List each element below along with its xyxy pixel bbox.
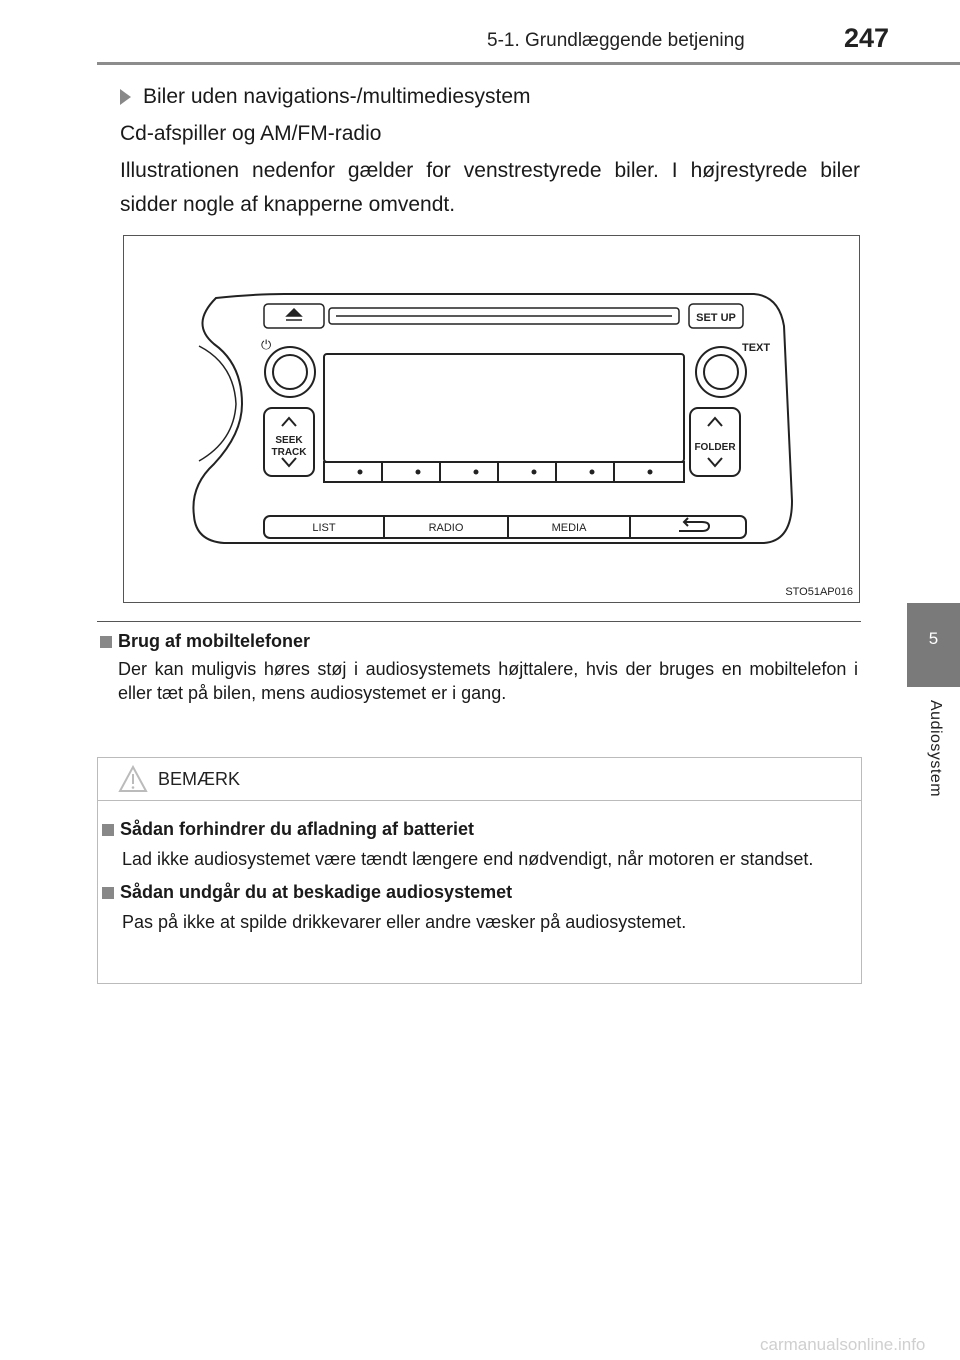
square-bullet-icon <box>102 887 114 899</box>
audio-unit-illustration <box>124 236 859 602</box>
notice-item-damage <box>102 882 847 935</box>
notice-header <box>98 758 861 801</box>
notice-heading: BEMÆRK <box>158 768 241 789</box>
power-icon: ⏻ <box>261 338 272 353</box>
setup-label: SET UP <box>696 312 736 324</box>
preset-6-dot <box>648 470 653 475</box>
preset-4-dot <box>532 470 537 475</box>
preset-1-dot <box>358 470 363 475</box>
notice-item-battery <box>102 819 847 872</box>
radio-label: RADIO <box>428 522 464 534</box>
intro-paragraph: Illustrationen nedenfor gælder for venstrestyrede biler. I højrestyrede biler sidder nogle af knapperne omvendt. <box>120 159 860 216</box>
notice-item-heading <box>102 819 847 840</box>
section-rule <box>97 621 861 622</box>
intro-block <box>120 80 860 222</box>
notice-item-heading <box>102 882 847 903</box>
header-rule <box>97 62 960 65</box>
preset-2-dot <box>416 470 421 475</box>
page-number: 247 <box>844 23 890 53</box>
seek-label: SEEK <box>275 435 303 446</box>
notice-item-title: Sådan forhindrer du afladning af batteriet <box>120 819 475 839</box>
chapter-number: 5 <box>928 629 939 648</box>
mobile-section-title: Brug af mobiltelefoner <box>118 631 311 651</box>
mobile-phone-section <box>100 631 858 705</box>
watermark: carmanualsonline.info <box>760 1335 926 1354</box>
preset-bar <box>324 462 684 482</box>
media-label: MEDIA <box>551 522 587 534</box>
intro-bullet <box>120 80 860 114</box>
notice-item-body: Lad ikke audiosystemet være tændt længere end nødvendigt, når motoren er standset. <box>122 849 814 869</box>
notice-item-title: Sådan undgår du at beskadige audiosystemet <box>120 882 513 902</box>
unit-outline <box>193 294 792 543</box>
square-bullet-icon <box>100 636 112 648</box>
chapter-title: Audiosystem <box>927 700 944 798</box>
audio-unit-figure <box>123 235 860 603</box>
intro-subtitle: Cd-afspiller og AM/FM-radio <box>120 122 382 145</box>
square-bullet-icon <box>102 824 114 836</box>
text-label: TEXT <box>742 342 771 354</box>
track-label: TRACK <box>271 447 307 458</box>
bottom-button-bar <box>264 516 746 538</box>
header-section-title: 5-1. Grundlæggende betjening <box>487 30 745 51</box>
notice-box <box>97 757 862 984</box>
intro-bullet-text: Biler uden navigations-/multimediesystem <box>143 85 531 108</box>
folder-label: FOLDER <box>694 442 736 453</box>
warning-triangle-icon <box>118 765 148 793</box>
preset-5-dot <box>590 470 595 475</box>
notice-item-body: Pas på ikke at spilde drikkevarer eller andre væsker på audiosystemet. <box>122 912 687 932</box>
triangle-bullet-icon <box>120 89 131 105</box>
chapter-tab[interactable] <box>907 603 960 687</box>
display-screen <box>324 354 684 462</box>
list-label: LIST <box>312 522 336 534</box>
mobile-section-body: Der kan muligvis høres støj i audiosystemets højttalere, hvis der bruges en mobiltelefon i eller tæt på bilen, mens audiosystemet er i gang. <box>118 659 858 703</box>
preset-3-dot <box>474 470 479 475</box>
mobile-section-heading <box>100 631 858 652</box>
figure-code: STO51AP016 <box>785 586 853 598</box>
